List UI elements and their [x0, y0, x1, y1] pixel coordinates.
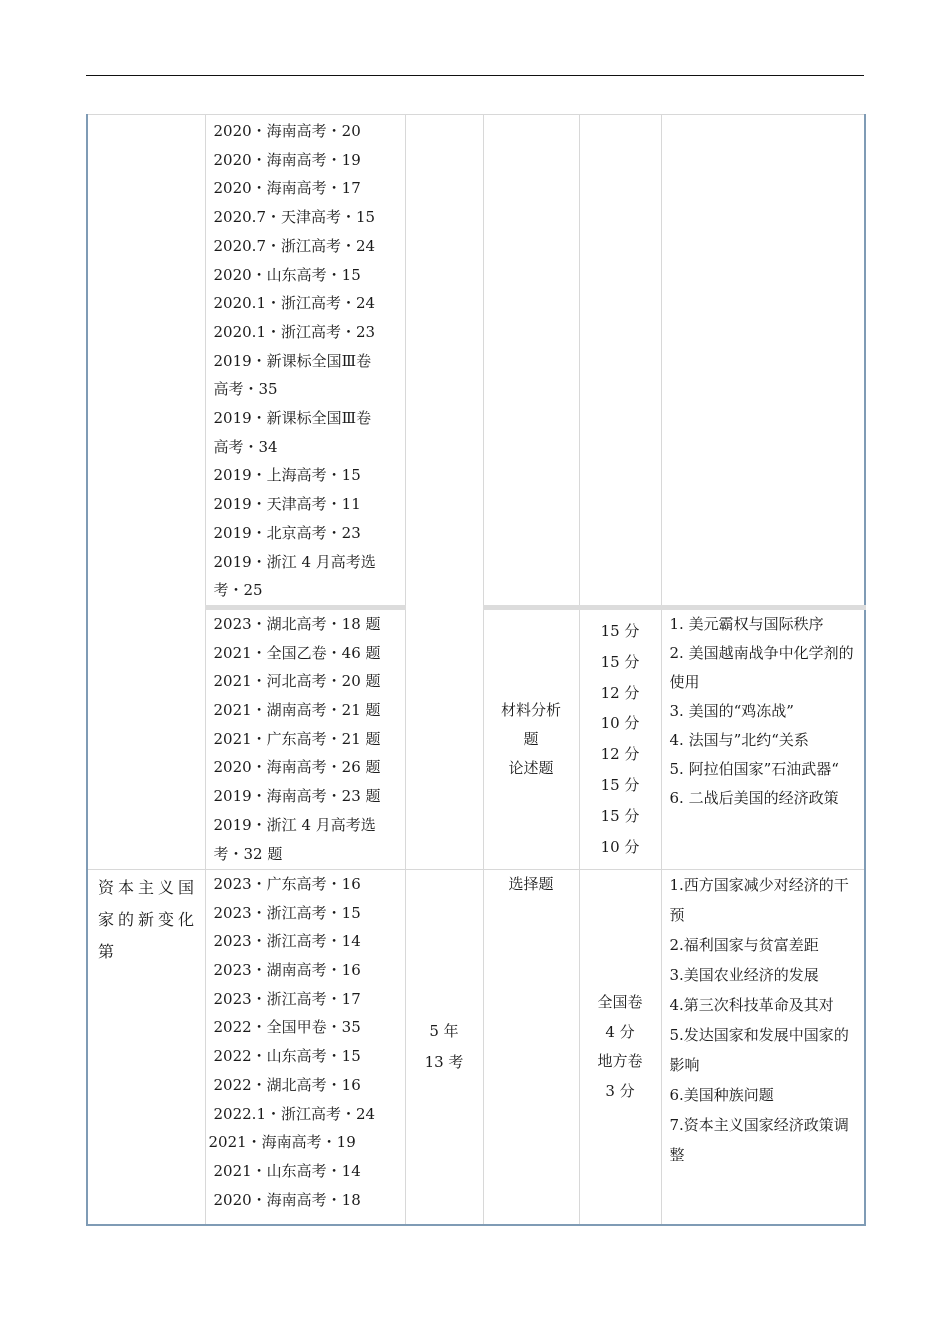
content-item: 3. 美国的“鸡冻战” [669, 701, 794, 720]
frequency-cell [405, 869, 483, 1225]
source-item: 2021・广东高考・21 题 [213, 729, 381, 748]
content-item: 3.美国农业经济的发展 [669, 965, 819, 984]
frequency-years: 5 年 [429, 1022, 459, 1041]
content-item: 2. 美国越南战争中化学剂的使用 [669, 643, 854, 691]
source-item: 2020.7・浙江高考・24 [213, 236, 376, 255]
source-item: 2023・湖北高考・18 题 [213, 614, 381, 633]
question-type-cell [483, 607, 579, 869]
source-item: 2019・天津高考・11 [213, 495, 361, 514]
content-item: 4.第三次科技革命及其对 [669, 995, 834, 1014]
score-item: 15 分 [600, 652, 640, 671]
question-type: 材料分析 [500, 701, 561, 720]
source-item: 2020・海南高考・18 [213, 1190, 361, 1209]
content-item: 6.美国种族问题 [669, 1085, 774, 1104]
score-item: 3 分 [605, 1081, 635, 1100]
score-item: 12 分 [600, 745, 640, 764]
score-item: 15 分 [600, 806, 640, 825]
source-item: 2021・山东高考・14 [213, 1161, 361, 1180]
score-item: 地方卷 [597, 1052, 643, 1071]
source-item: 2020.1・浙江高考・23 [213, 322, 376, 341]
question-type: 选择题 [508, 874, 554, 893]
source-item: 2023・浙江高考・14 [213, 932, 361, 951]
content-item: 6. 二战后美国的经济政策 [669, 788, 839, 807]
source-item: 2023・广东高考・16 [213, 874, 361, 893]
content-cell [661, 869, 865, 1225]
page-header-rule [86, 75, 864, 76]
source-item: 高考・34 [213, 437, 278, 456]
source-item: 2022.1・浙江高考・24 [213, 1104, 376, 1123]
source-item: 高考・35 [213, 380, 278, 399]
source-item: 2022・湖北高考・16 [213, 1075, 361, 1094]
source-list [205, 607, 405, 869]
score-item: 15 分 [600, 621, 640, 640]
source-item: 2020・海南高考・20 [213, 122, 361, 140]
source-item: 2021・海南高考・19 [208, 1133, 356, 1152]
content-item: 5. 阿拉伯国家”石油武器“ [669, 759, 839, 778]
source-item: 考・32 题 [213, 844, 283, 863]
question-type: 题 [523, 730, 539, 749]
source-item: 2022・山东高考・15 [213, 1047, 361, 1066]
source-item: 2023・浙江高考・17 [213, 989, 361, 1008]
source-item: 2023・浙江高考・15 [213, 903, 361, 922]
source-list [205, 115, 405, 608]
content-item: 5.发达国家和发展中国家的影响 [669, 1025, 849, 1074]
source-item: 2019・新课标全国Ⅲ卷 [213, 409, 372, 428]
frequency-cell [405, 115, 483, 870]
source-list [205, 869, 405, 1225]
table-row [87, 869, 865, 1225]
source-item: 2019・浙江 4 月高考选 [213, 552, 376, 571]
source-item: 2019・浙江 4 月高考选 [213, 815, 376, 834]
content-cell [661, 607, 865, 869]
score-item: 12 分 [600, 683, 640, 702]
source-item: 2019・上海高考・15 [213, 466, 361, 485]
content-item: 4. 法国与”北约“关系 [669, 730, 809, 749]
source-item: 2022・全国甲卷・35 [213, 1018, 361, 1037]
score-cell [579, 115, 661, 608]
question-type-cell [483, 115, 579, 608]
source-item: 考・25 [213, 581, 263, 600]
source-item: 2019・北京高考・23 [213, 523, 361, 542]
content-item: 1.西方国家减少对经济的干预 [669, 875, 849, 924]
score-item: 15 分 [600, 775, 640, 794]
topic-cell [87, 115, 205, 870]
content-item: 2.福利国家与贫富差距 [669, 935, 819, 954]
source-item: 2019・新课标全国Ⅲ卷 [213, 351, 372, 370]
source-item: 2020・海南高考・17 [213, 179, 361, 198]
source-item: 2020・山东高考・15 [213, 265, 361, 284]
frequency-count: 13 考 [424, 1053, 464, 1072]
table-row [87, 115, 865, 608]
source-item: 2020・海南高考・26 题 [213, 758, 381, 777]
source-item: 2021・河北高考・20 题 [213, 672, 381, 691]
source-item: 2020.1・浙江高考・24 [213, 294, 376, 313]
question-type: 论述题 [508, 758, 554, 777]
score-cell [579, 607, 661, 869]
question-type-cell [483, 869, 579, 1225]
topic-cell: 资本主义国家的新变化第 [87, 869, 205, 1225]
score-item: 4 分 [605, 1022, 635, 1041]
source-item: 2020・海南高考・19 [213, 150, 361, 169]
content-cell [661, 115, 865, 608]
content-item: 7.资本主义国家经济政策调整 [669, 1115, 849, 1164]
source-item: 2021・全国乙卷・46 题 [213, 643, 381, 662]
score-item: 10 分 [600, 837, 640, 856]
score-cell [579, 869, 661, 1225]
score-item: 全国卷 [597, 993, 643, 1012]
source-item: 2021・湖南高考・21 题 [213, 701, 381, 720]
score-item: 10 分 [600, 714, 640, 733]
content-item: 1. 美元霸权与国际秩序 [669, 614, 824, 633]
exam-analysis-table [86, 114, 866, 1226]
source-item: 2023・湖南高考・16 [213, 961, 361, 980]
source-item: 2020.7・天津高考・15 [213, 208, 376, 227]
source-item: 2019・海南高考・23 题 [213, 787, 381, 806]
